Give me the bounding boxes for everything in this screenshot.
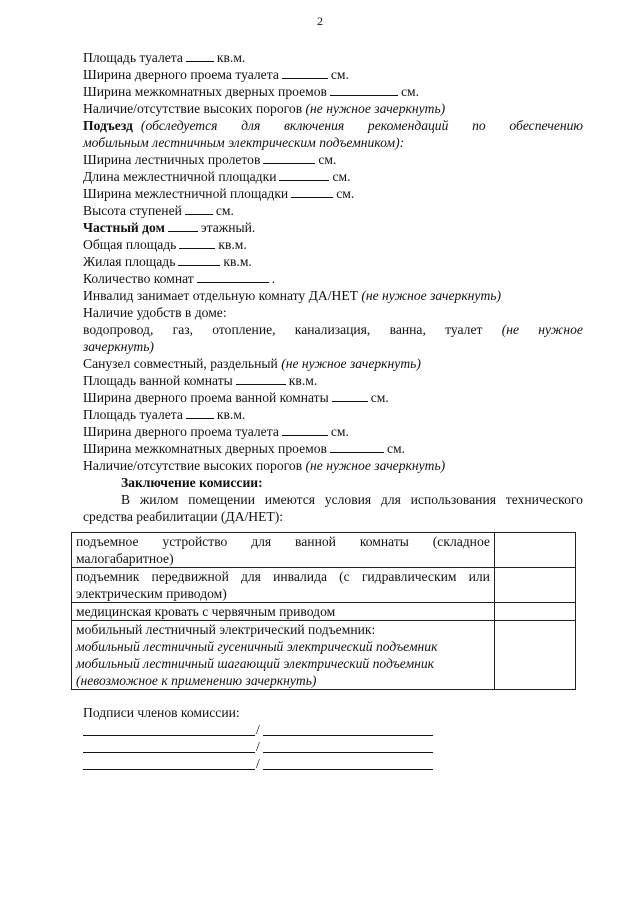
amenities-list (83, 321, 583, 338)
toilet-area-blank[interactable] (186, 49, 214, 62)
conclusion-word: помещении (188, 492, 255, 507)
stair-flight-width-line: Ширина лестничных пролетов см. (83, 152, 337, 167)
landing-length-blank[interactable] (279, 168, 329, 181)
row4-option-2: мобильный лестничный шагающий электрический подъемник (76, 656, 435, 671)
equipment-table (71, 532, 576, 690)
row1-word: подъемное (76, 534, 139, 549)
table-row (72, 533, 576, 568)
row1-line-1 (76, 533, 490, 550)
landing-length-line: Длина межлестничной площадки см. (83, 169, 351, 184)
landing-width-line: Ширина межлестничной площадки см. (83, 186, 355, 201)
row3-answer-cell[interactable] (495, 603, 576, 621)
step-height-line: Высота ступеней см. (83, 203, 234, 218)
amenities-note-tail: зачеркнуть) (83, 339, 154, 354)
entrance-note-line-2: мобильным лестничным электрическим подъемником): (83, 135, 405, 150)
row2-line-2: электрическим приводом) (76, 586, 227, 601)
row1-word: комнаты (359, 534, 409, 549)
amenity-word: газ, (172, 322, 194, 337)
conclusion-word: жилом (139, 492, 179, 507)
interroom-doors-width-blank[interactable] (330, 83, 398, 96)
toilet-area-blank-2[interactable] (186, 406, 214, 419)
row2-word: подъемник (76, 569, 140, 584)
signature-field[interactable] (263, 752, 433, 753)
row2-line-1 (76, 568, 490, 585)
row3-text: медицинская кровать с червячным приводом (72, 603, 495, 621)
toilet-door-width-line-1: Ширина дверного проема туалета см. (83, 67, 349, 82)
row1-word: для (251, 534, 272, 549)
amenity-word: канализация, (294, 322, 371, 337)
toilet-door-width-line-2: Ширина дверного проема туалета см. (83, 424, 349, 439)
bathroom-area-line: Площадь ванной комнаты кв.м. (83, 373, 318, 388)
table-row (72, 621, 576, 690)
amenity-word: туалет (445, 322, 483, 337)
table-row (72, 603, 576, 621)
row2-word: передвижной (151, 569, 229, 584)
toilet-area-line-1: Площадь туалета кв.м. (83, 50, 246, 65)
private-house-line: Частный дом этажный. (83, 220, 256, 235)
living-area-line: Жилая площадь кв.м. (83, 254, 252, 269)
entrance-heading (83, 117, 583, 134)
interroom-doors-width-blank-2[interactable] (330, 440, 384, 453)
amenities-label: Наличие удобств в доме: (83, 305, 227, 320)
row1-word: ванной (295, 534, 336, 549)
toilet-door-width-blank-2[interactable] (282, 423, 328, 436)
bathroom-door-width-blank[interactable] (332, 389, 368, 402)
landing-width-blank[interactable] (291, 185, 333, 198)
signatures-block (83, 704, 443, 773)
toilet-area-line-2: Площадь туалета кв.м. (83, 407, 246, 422)
conclusion-text (83, 491, 583, 508)
amenity-word: отопление, (212, 322, 276, 337)
signature-name-field[interactable] (83, 769, 255, 770)
conclusion-word: использования (410, 492, 496, 507)
amenity-word: ванна, (389, 322, 426, 337)
row1-answer-cell[interactable] (495, 533, 576, 568)
row1-word: устройство (162, 534, 228, 549)
interroom-doors-width-line-1: Ширина межкомнатных дверных проемов см. (83, 84, 419, 99)
row1-line-2: малогабаритное) (76, 551, 174, 566)
signature-line-2 (83, 739, 443, 756)
thresholds-line-1: Наличие/отсутствие высоких порогов (не нужное зачеркнуть) (83, 101, 446, 116)
total-area-blank[interactable] (179, 236, 215, 249)
amenity-word: нужное (538, 322, 583, 337)
bathroom-door-width-line: Ширина дверного проема ванной комнаты см. (83, 390, 389, 405)
table-row (72, 568, 576, 603)
floors-blank[interactable] (168, 219, 198, 232)
signature-line-1 (83, 722, 443, 739)
step-height-blank[interactable] (185, 202, 213, 215)
entrance-note: (обследуется для включения рекомендаций по обеспечению (140, 118, 583, 133)
conclusion-word: В (121, 492, 131, 507)
row4-option-1: мобильный лестничный гусеничный электрический подъемник (76, 639, 438, 654)
separate-room-line: Инвалид занимает отдельную комнату ДА/НЕТ (не нужное зачеркнуть) (83, 288, 501, 303)
row1-word: (складное (432, 534, 490, 549)
row2-word: инвалида (273, 569, 328, 584)
row4-title: мобильный лестничный электрический подъемник: (76, 622, 376, 637)
entrance-title: Подъезд (83, 118, 133, 133)
row2-word: гидравлическим (361, 569, 457, 584)
total-area-line: Общая площадь кв.м. (83, 237, 247, 252)
signature-name-field[interactable] (83, 735, 255, 736)
signature-field[interactable] (263, 769, 433, 770)
conclusion-word: имеются (264, 492, 316, 507)
row2-word: (с (339, 569, 350, 584)
stair-flight-width-blank[interactable] (263, 151, 315, 164)
survey-form (83, 49, 583, 525)
signature-separator: / (256, 722, 260, 737)
signatures-title: Подписи членов комиссии: (83, 705, 240, 720)
rooms-count-blank[interactable] (197, 270, 269, 283)
signature-field[interactable] (263, 735, 433, 736)
living-area-blank[interactable] (178, 253, 220, 266)
bathroom-type-line: Санузел совместный, раздельный (не нужное зачеркнуть) (83, 356, 421, 371)
bathroom-area-blank[interactable] (236, 372, 286, 385)
conclusion-text-line-2: средства реабилитации (ДА/НЕТ): (83, 509, 284, 524)
conclusion-title: Заключение комиссии: (121, 475, 263, 490)
amenity-word: (не (501, 322, 519, 337)
signature-separator: / (256, 756, 260, 771)
row4-note: (невозможное к применению зачеркнуть) (76, 673, 317, 688)
amenity-word: водопровод, (83, 322, 154, 337)
page-number: 2 (317, 14, 323, 28)
row4-answer-cell[interactable] (495, 621, 576, 690)
thresholds-line-2: Наличие/отсутствие высоких порогов (не нужное зачеркнуть) (83, 458, 446, 473)
conclusion-word: технического (505, 492, 583, 507)
signature-line-3 (83, 756, 443, 773)
row2-word: или (468, 569, 490, 584)
signature-name-field[interactable] (83, 752, 255, 753)
signature-separator: / (256, 739, 260, 754)
toilet-door-width-blank[interactable] (282, 66, 328, 79)
interroom-doors-width-line-2: Ширина межкомнатных дверных проемов см. (83, 441, 405, 456)
conclusion-word: условия (324, 492, 372, 507)
rooms-count-line: Количество комнат . (83, 271, 276, 286)
conclusion-word: для (380, 492, 401, 507)
row2-answer-cell[interactable] (495, 568, 576, 603)
row2-word: для (240, 569, 261, 584)
